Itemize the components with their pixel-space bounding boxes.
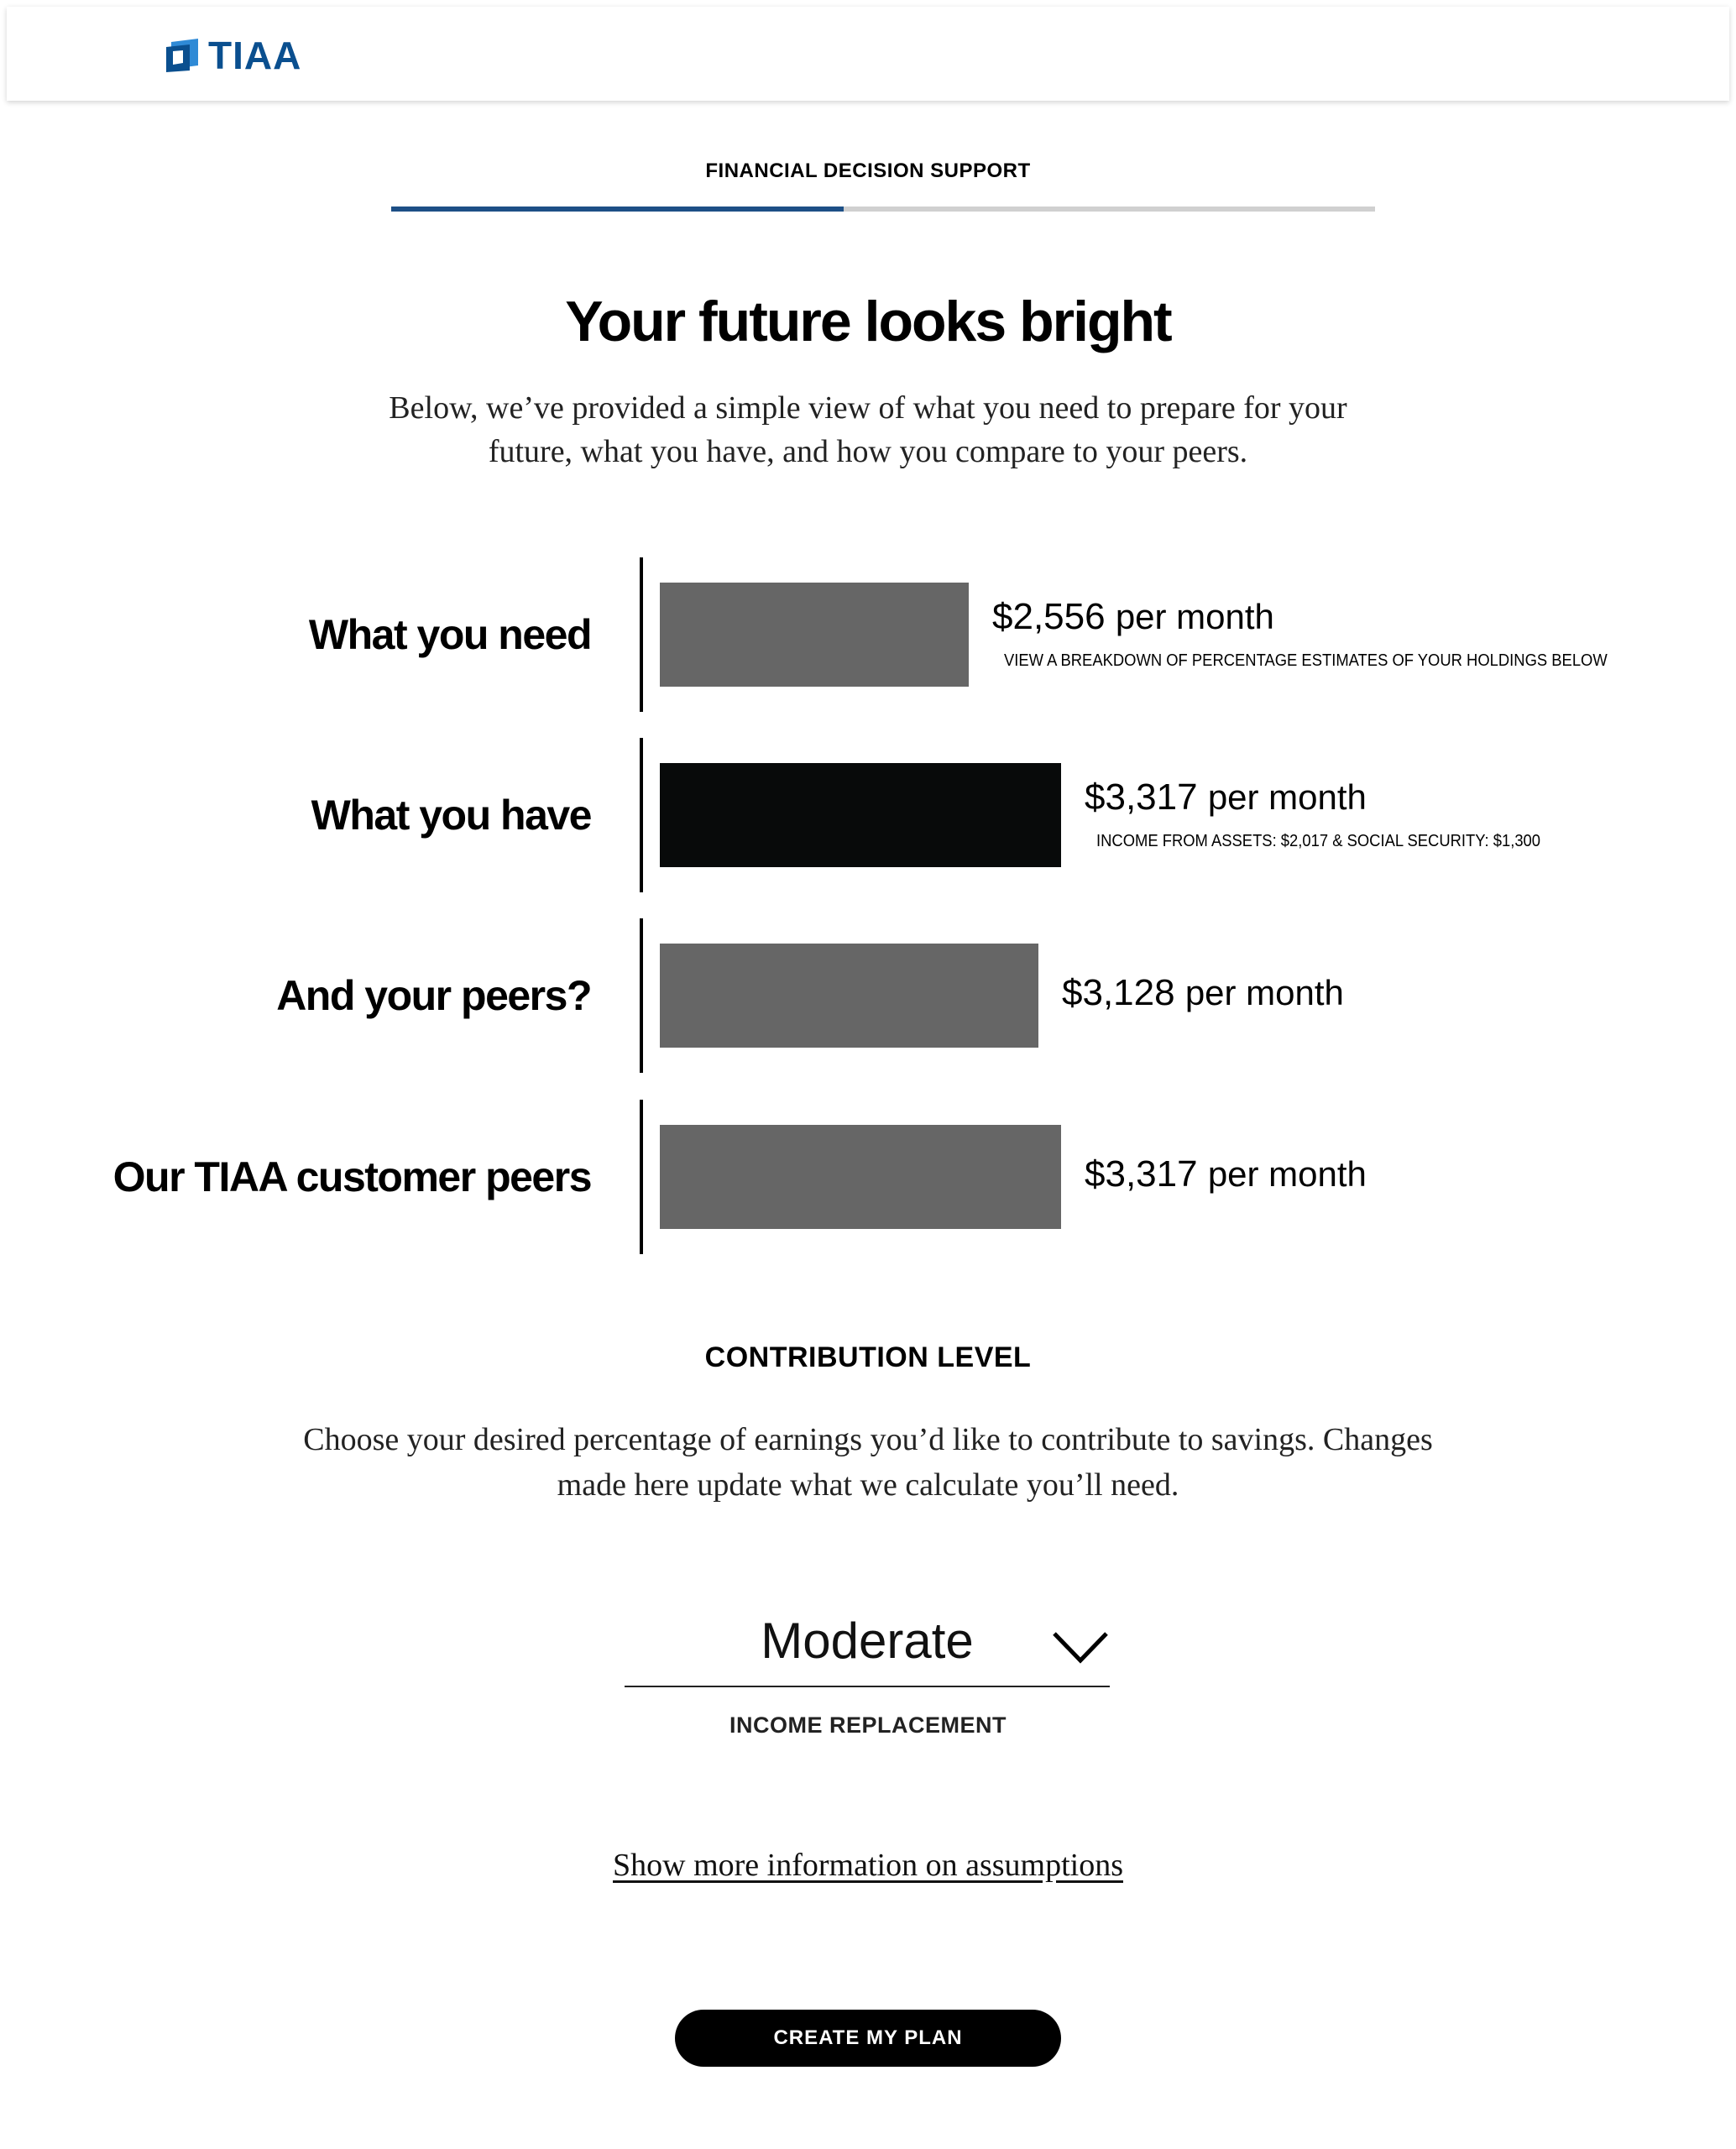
- row-subtext-link[interactable]: VIEW A BREAKDOWN OF PERCENTAGE ESTIMATES OF YOUR HOLDINGS BELOW: [1004, 651, 1608, 670]
- progress-fill: [391, 207, 844, 212]
- selected-value[interactable]: Moderate: [761, 1613, 974, 1669]
- row-unit: per month: [1184, 973, 1344, 1012]
- row-label: Our TIAA customer peers: [112, 1153, 591, 1200]
- logo-text: TIAA: [208, 34, 302, 77]
- contribution-level-select[interactable]: [625, 1595, 1110, 1687]
- row-axis-line: [640, 918, 643, 1073]
- intro-text: Below, we’ve provided a simple view of what you need to prepare for your future, what you have, and how you compare to your peers.: [389, 390, 1347, 469]
- row-value: [1062, 972, 1344, 1014]
- row-label: What you need: [308, 611, 591, 658]
- row-bar: [660, 1125, 1061, 1229]
- progress-label: FINANCIAL DECISION SUPPORT: [705, 159, 1031, 182]
- contribution-description: Choose your desired percentage of earnings you’d like to contribute to savings. Changes made here update what we calculate you’ll need.: [303, 1422, 1433, 1503]
- row-label: And your peers?: [276, 972, 591, 1019]
- row-value: [1085, 1153, 1367, 1195]
- progress-bar: [391, 207, 1375, 212]
- row-unit: per month: [1207, 1154, 1367, 1194]
- row-axis-line: [640, 1100, 643, 1254]
- row-unit: per month: [1207, 777, 1367, 817]
- row-unit: per month: [1115, 597, 1274, 636]
- row-amount: $3,317: [1085, 1153, 1198, 1195]
- assumptions-link[interactable]: Show more information on assumptions: [613, 1848, 1123, 1883]
- tiaa-logo-icon: [165, 37, 201, 74]
- page-title: Your future looks bright: [565, 290, 1171, 353]
- comparison-row-have: [0, 738, 1736, 892]
- comparison-row-need: [0, 557, 1736, 712]
- row-amount: $3,128: [1062, 972, 1175, 1013]
- row-axis-line: [640, 557, 643, 712]
- row-axis-line: [640, 738, 643, 892]
- comparison-row-tiaa-peers: [0, 1100, 1736, 1254]
- row-bar: [660, 583, 969, 687]
- row-amount: $2,556: [992, 596, 1106, 637]
- contribution-title: CONTRIBUTION LEVEL: [704, 1341, 1032, 1373]
- select-caption: INCOME REPLACEMENT: [729, 1712, 1007, 1738]
- chevron-down-icon[interactable]: [1051, 1629, 1110, 1665]
- row-bar: [660, 763, 1061, 867]
- row-value: [1085, 776, 1367, 818]
- row-bar: [660, 944, 1038, 1048]
- row-amount: $3,317: [1085, 776, 1198, 818]
- row-label: What you have: [311, 792, 591, 839]
- create-plan-button[interactable]: CREATE MY PLAN: [675, 2010, 1061, 2067]
- comparison-row-peers: [0, 918, 1736, 1073]
- top-header: [7, 7, 1729, 101]
- tiaa-logo[interactable]: [165, 32, 301, 79]
- row-value: [992, 596, 1274, 638]
- row-subtext: INCOME FROM ASSETS: $2,017 & SOCIAL SECURITY: $1,300: [1096, 832, 1541, 850]
